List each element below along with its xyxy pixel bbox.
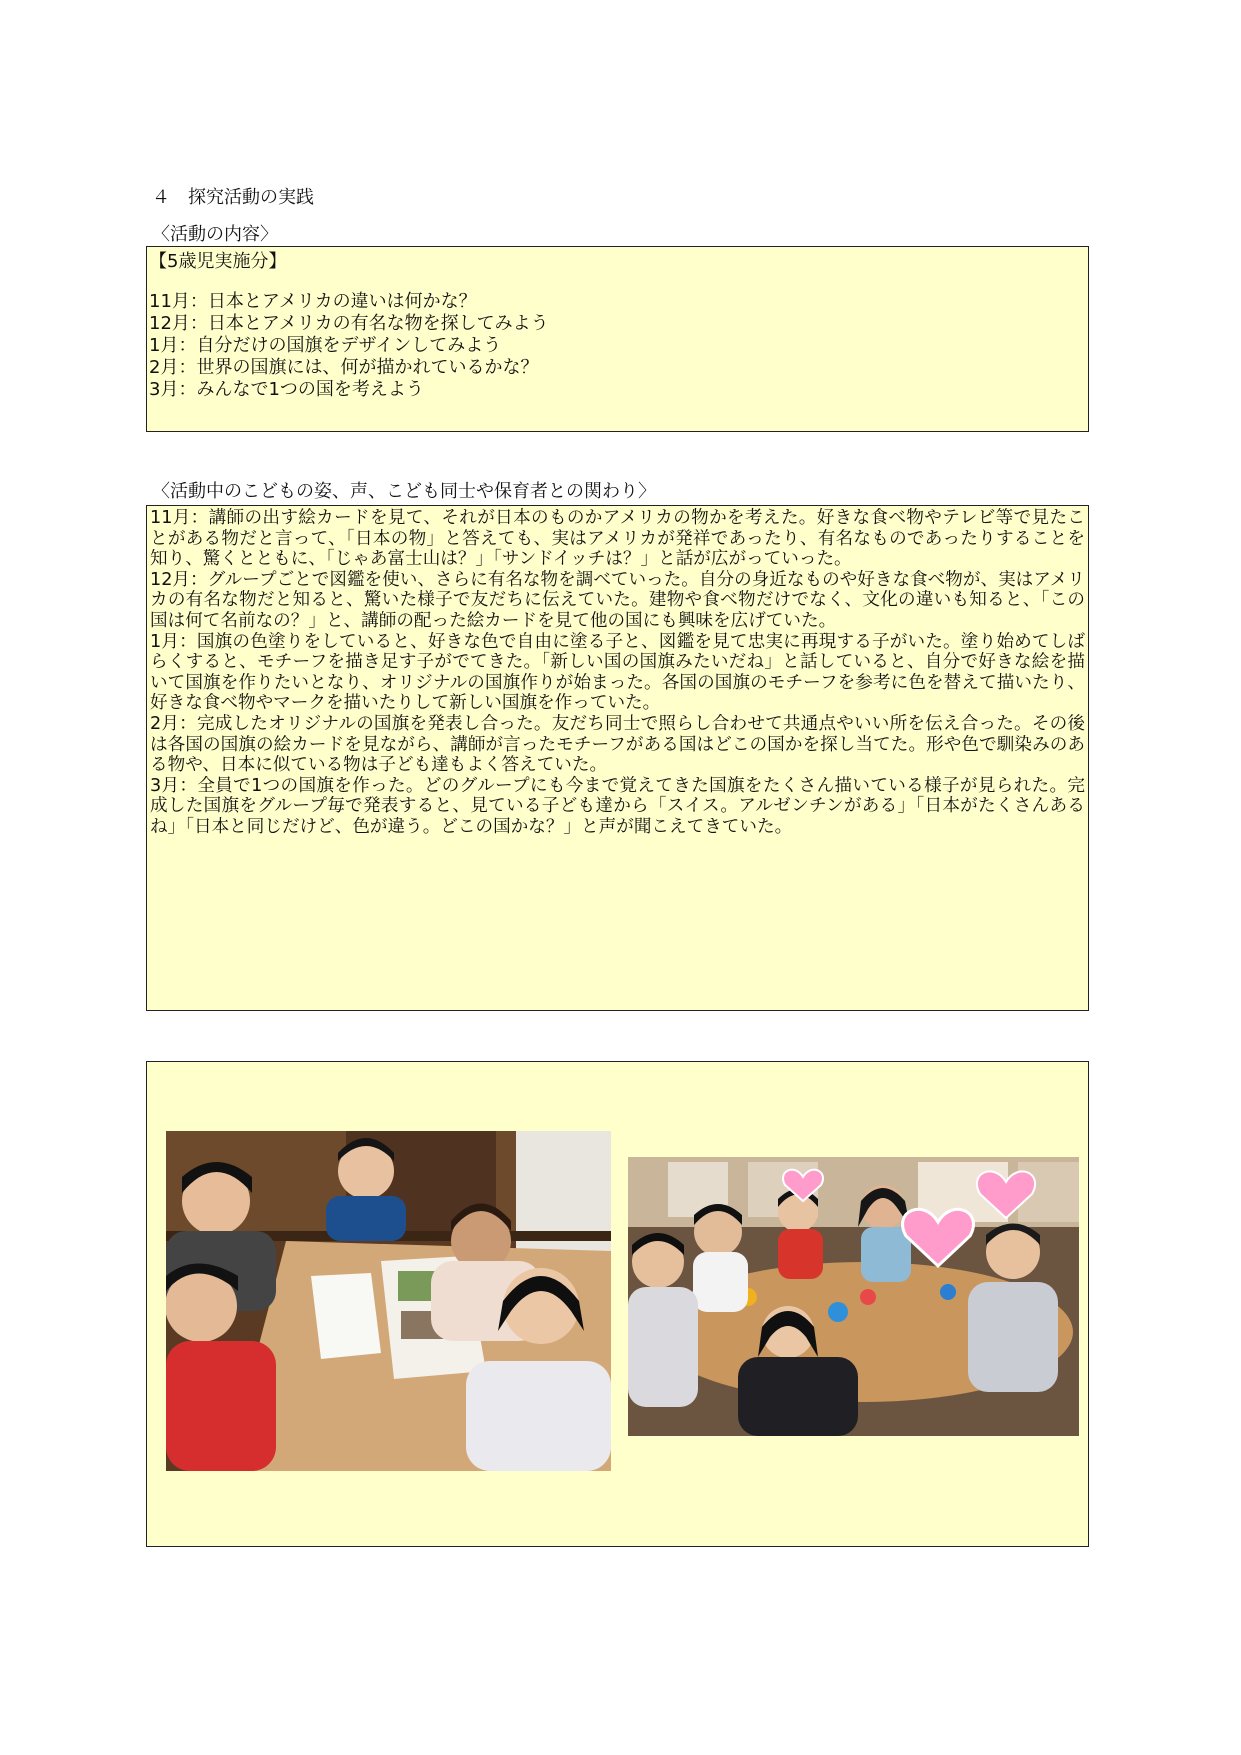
observation-february: 2月：完成したオリジナルの国旗を発表し合った。友だち同士で照らし合わせて共通点やいい所を伝え合った。その後は各国の国旗の絵カードを見ながら、講師が言ったモチーフがある国はどこの国かを探し当てた。形や色で馴染みのある物や、日本に似ている物は子ども達もよく答えていた。 [150, 713, 1085, 776]
observation-box [146, 505, 1089, 1011]
observation-november: 11月：講師の出す絵カードを見て、それが日本のものかアメリカの物かを考えた。好きな食べ物やテレビ等で見たことがある物だと言って、「日本の物」と答えても、実はアメリカが発祥であったり、有名なものであったりすることを知り、驚くとともに、「じゃあ富士山は？」「サンドイッチは？」と話が広がっていった。 [150, 508, 1085, 570]
children-with-book-photo [166, 1131, 611, 1471]
plan-item-january: 1月：自分だけの国旗をデザインしてみよう [149, 335, 502, 356]
plan-item-march: 3月：みんなで1つの国を考えよう [149, 379, 424, 400]
observation-march: 3月：全員で1つの国旗を作った。どのグループにも今まで覚えてきた国旗をたくさん描いている様子が見られた。完成した国旗をグループ毎で発表すると、見ている子ども達から「スイス。アルゼンチンがある」「日本がたくさんあるね」「日本と同じだけど、色が違う。どこの国かな？」と声が聞こえてきていた。 [150, 775, 1085, 837]
plan-item-february: 2月：世界の国旗には、何が描かれているかな？ [149, 357, 539, 378]
observation-text [150, 508, 1085, 838]
plan-item-november: 11月：日本とアメリカの違いは何かな？ [149, 291, 477, 312]
section-heading: ４ 探究活動の実践 [152, 187, 314, 208]
plan-box [146, 246, 1089, 432]
observation-december: 12月：グループごとで図鑑を使い、さらに有名な物を調べていった。自分の身近なものや好きな食べ物が、実はアメリカの有名な物だと知ると、驚いた様子で友だちに伝えていた。建物や食べ物だけでなく、文化の違いも知ると、「この国は何て名前なの？」と、講師の配った絵カードを見て他の国にも興味を広げていた。 [150, 569, 1085, 631]
children-with-bells-photo [628, 1157, 1079, 1436]
photo-box [146, 1061, 1089, 1547]
plan-title: 【5歳児実施分】 [149, 251, 287, 272]
observation-label: 〈活動中のこどもの姿、声、こども同士や保育者との関わり〉 [152, 481, 656, 502]
content-label: 〈活動の内容〉 [152, 224, 278, 245]
plan-item-december: 12月：日本とアメリカの有名な物を探してみよう [149, 313, 549, 334]
observation-january: 1月：国旗の色塗りをしていると、好きな色で自由に塗る子と、図鑑を見て忠実に再現する子がいた。塗り始めてしばらくすると、モチーフを描き足す子がでてきた。「新しい国の国旗みたいだね」と話していると、自分で好きな絵を描いて国旗を作りたいとなり、オリジナルの国旗作りが始まった。各国の国旗のモチーフを参考に色を替えて描いたり、好きな食べ物やマークを描いたりして新しい国旗を作っていた。 [150, 631, 1085, 714]
